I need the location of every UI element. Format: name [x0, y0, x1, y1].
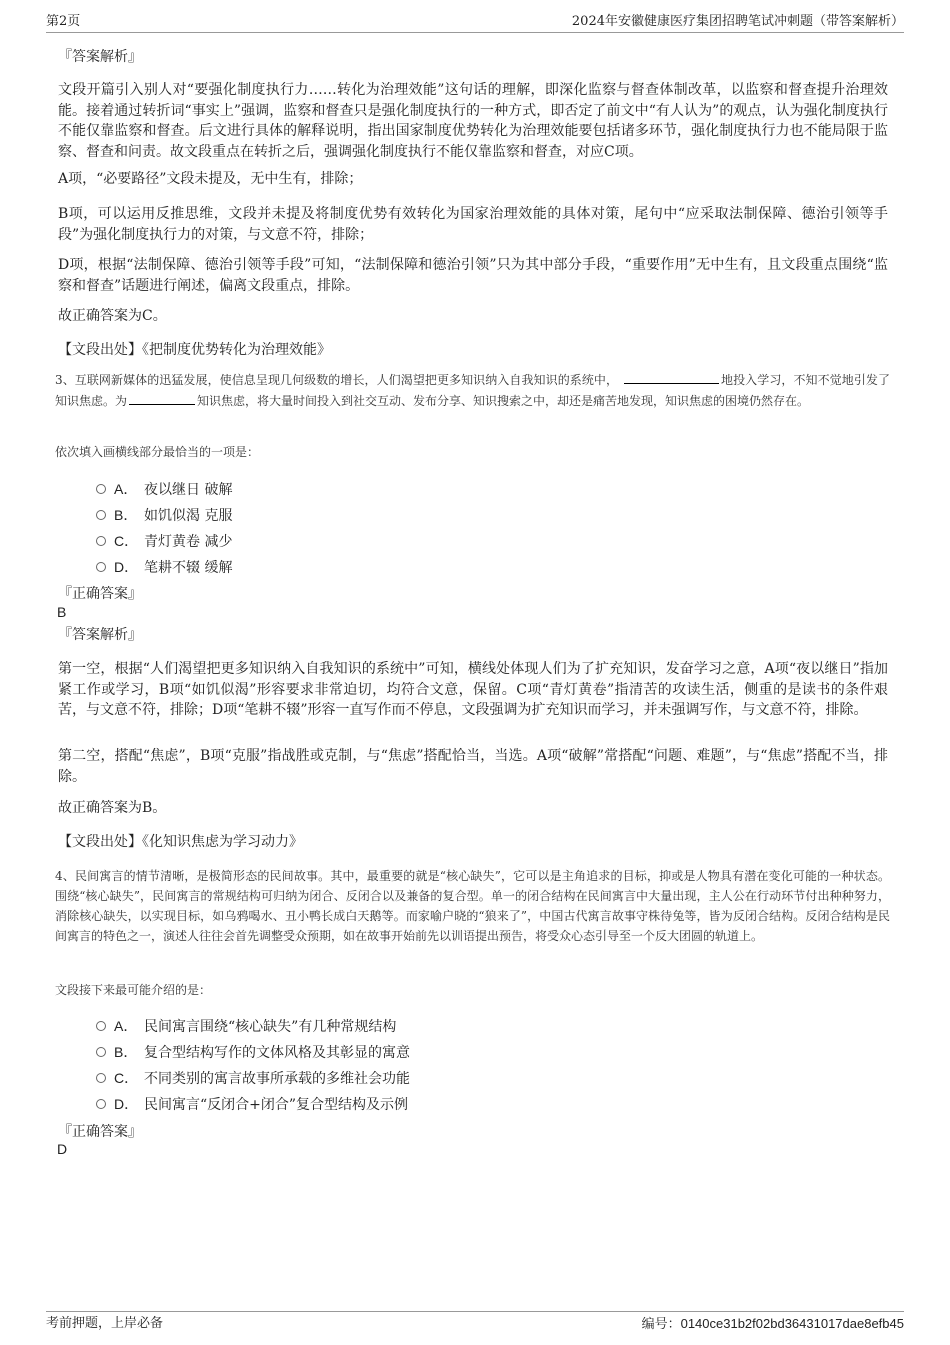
q3-stem-part-3: 知识焦虑，将大量时间投入到社交互动、发布分享、知识搜索之中，却还是痛苦地发现，知识焦虑的困境仍然存在。	[197, 394, 810, 408]
q3-analysis-paragraph-1: 第一空，根据“人们渴望把更多知识纳入自我知识的系统中”可知，横线处体现人们为了扩充知识，发奋学习之意，A项“夜以继日”指加紧工作或学习，B项“如饥似渴”形容要求非常迫切，均符合文意，保留。C项“青灯黄卷”指清苦的攻读生活，侧重的是读书的条件艰苦，与文意不符，排除；D项“笔耕不辍”形容一直写作而不停息，文段强调为扩充知识而学习，并未强调写作，与文意不符，排除。	[58, 661, 888, 718]
q3-analysis-paragraph-2: 第二空，搭配“焦虑”，B项“克服”指战胜或克制，与“焦虑”搭配恰当，当选。A项“破解”常搭配“问题、难题”，与“焦虑”搭配不当，排除。	[58, 748, 888, 785]
q3-blank-1	[624, 369, 719, 384]
q3-stem	[55, 369, 890, 411]
q3-answer-statement: 故正确答案为B。	[58, 800, 167, 816]
radio-icon[interactable]	[96, 1099, 106, 1109]
q3-option-d[interactable]: D． 笔耕不辍 缓解	[96, 557, 232, 578]
q2-analysis-paragraph-3: B项，可以运用反推思维，文段并未提及将制度优势有效转化为国家治理效能的具体对策，尾句中“应采取法制保障、德治引领等手段”为强化制度执行力的对策，与文意不符，排除；	[58, 206, 888, 243]
q3-answer-label: 『正确答案』	[58, 586, 142, 602]
radio-icon[interactable]	[96, 484, 106, 494]
radio-icon[interactable]	[96, 1021, 106, 1031]
q3-prompt: 依次填入画横线部分最恰当的一项是：	[55, 445, 260, 459]
page-header	[46, 12, 904, 33]
q4-prompt: 文段接下来最可能介绍的是：	[55, 983, 212, 997]
q2-analysis-paragraph-4: D项，根据“法制保障、德治引领等手段”可知，“法制保障和德治引领”只为其中部分手段，“重要作用”无中生有，且文段重点围绕“监察和督查”话题进行阐述，偏离文段重点，排除。	[58, 257, 888, 294]
q3-option-c[interactable]: C． 青灯黄卷 减少	[96, 531, 232, 552]
q4-stem: 4、民间寓言的情节清晰，是极简形态的民间故事。其中，最重要的就是“核心缺失”，它可以是主角追求的目标，抑或是人物具有潜在变化可能的一种状态。围绕“核心缺失”，民间寓言的常规结构可归纳为闭合、反闭合以及兼备的复合型。单一的闭合结构在民间寓言中大量出现，主人公在行动环节付出种种努力，消除核心缺失，以实现目标，如乌鸦喝水、丑小鸭长成白天鹅等。而家喻户晓的“狼来了”，中国古代寓言故事守株待兔等，皆为反闭合结构。反闭合结构是民间寓言的特色之一，演述人往往会首先调整受众预期，如在故事开始前先以训语提出预告，将受众心态引导至一个反大团圆的轨道上。	[55, 869, 890, 943]
page-footer	[46, 1311, 904, 1332]
q3-stem-part-2: 地投入学习，不知不觉地引发了知识焦虑。为	[55, 373, 890, 408]
q3-blank-2	[129, 390, 195, 405]
radio-icon[interactable]	[96, 510, 106, 520]
document-code: 编号：0140ce31b2f02bd36431017dae8efb45	[641, 1316, 904, 1331]
q3-answer: B	[57, 604, 67, 620]
q3-stem-part-1: 3、互联网新媒体的迅猛发展，使信息呈现几何级数的增长，人们渴望把更多知识纳入自我知识的系统中，	[55, 373, 619, 387]
q4-option-b[interactable]: B． 复合型结构写作的文体风格及其彰显的寓意	[96, 1042, 410, 1063]
q4-answer: D	[57, 1141, 68, 1157]
q4-answer-label: 『正确答案』	[58, 1124, 142, 1140]
radio-icon[interactable]	[96, 1073, 106, 1083]
radio-icon[interactable]	[96, 536, 106, 546]
q3-source: 【文段出处】《化知识焦虑为学习动力》	[58, 834, 303, 850]
q2-analysis-paragraph-2: A项，“必要路径”文段未提及，无中生有，排除；	[58, 171, 363, 187]
document-title: 2024年安徽健康医疗集团招聘笔试冲刺题（带答案解析）	[571, 14, 904, 29]
page-number: 第2页	[46, 14, 81, 29]
q2-analysis-paragraph-1: 文段开篇引入别人对“要强化制度执行力……转化为治理效能”这句话的理解，即深化监察与督查体制改革，以监察和督查提升治理效能。接着通过转折词“事实上”强调，监察和督查只是强化制度执行的一种方式，即否定了前文中“有人认为”的观点，认为强化制度执行不能仅靠监察和督查。后文进行具体的解释说明，指出国家制度优势转化为治理效能要包括诸多环节，强化制度执行力也不能局限于监察、督查和问责。故文段重点在转折之后，强调强化制度执行不能仅靠监察和督查，对应C项。	[58, 82, 888, 160]
q2-analysis-label: 『答案解析』	[58, 49, 142, 65]
q4-option-d[interactable]: D． 民间寓言“反闭合+闭合”复合型结构及示例	[96, 1094, 408, 1115]
q2-source: 【文段出处】《把制度优势转化为治理效能》	[58, 342, 331, 358]
q4-option-c[interactable]: C． 不同类别的寓言故事所承载的多维社会功能	[96, 1068, 410, 1089]
q2-answer-statement: 故正确答案为C。	[58, 308, 167, 324]
q3-analysis-label: 『答案解析』	[58, 627, 142, 643]
q3-option-b[interactable]: B． 如饥似渴 克服	[96, 505, 232, 526]
q3-option-a[interactable]: A． 夜以继日 破解	[96, 479, 232, 500]
radio-icon[interactable]	[96, 562, 106, 572]
q4-option-a[interactable]: A． 民间寓言围绕“核心缺失”有几种常规结构	[96, 1016, 396, 1037]
radio-icon[interactable]	[96, 1047, 106, 1057]
footer-slogan: 考前押题，上岸必备	[46, 1316, 164, 1331]
